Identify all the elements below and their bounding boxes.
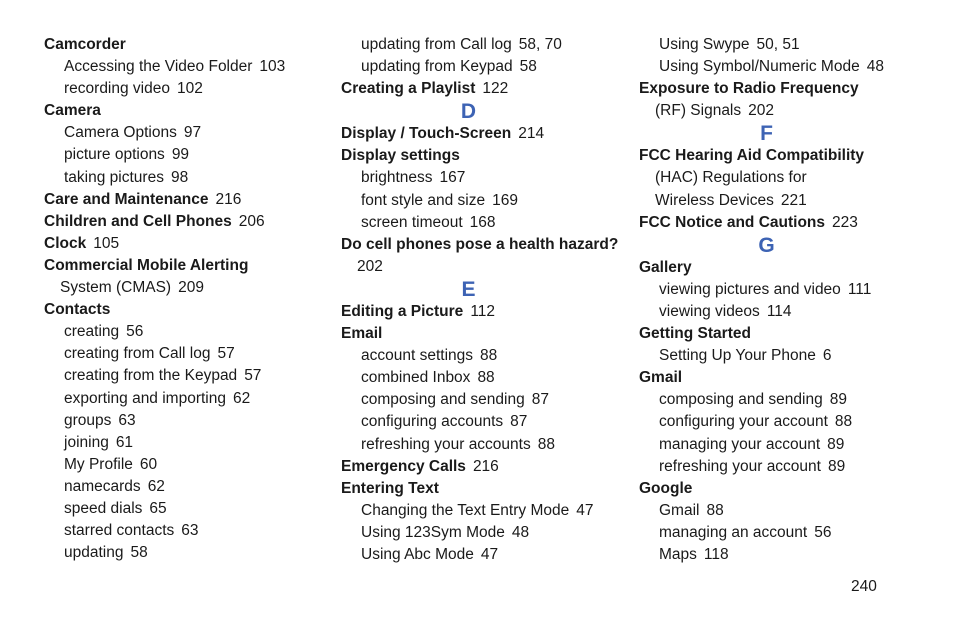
entry-term: Gallery xyxy=(639,258,692,276)
page-reference: 214 xyxy=(518,125,545,143)
index-subentry xyxy=(44,144,334,166)
page-reference: 103 xyxy=(259,58,286,76)
page-reference: 57 xyxy=(217,345,235,363)
page-reference: 167 xyxy=(439,169,466,187)
index-subentry xyxy=(341,434,631,456)
entry-term: Children and Cell Phones xyxy=(44,212,232,230)
entry-term: updating from Call log xyxy=(361,36,512,53)
index-subentry xyxy=(341,500,631,522)
entry-term: creating xyxy=(64,323,120,341)
page-reference: 102 xyxy=(176,80,203,98)
index-subentry xyxy=(341,544,631,566)
page-reference: 58 xyxy=(519,58,537,76)
entry-term: Camcorder xyxy=(44,36,126,53)
entry-term: exporting and importing xyxy=(64,389,226,407)
index-subentry xyxy=(341,522,631,544)
entry-term: managing your account xyxy=(659,435,821,453)
entry-term: Exposure to Radio Frequency xyxy=(639,80,859,98)
entry-term: Editing a Picture xyxy=(341,302,464,320)
entry-term: recording video xyxy=(64,80,170,98)
page-reference: 88 xyxy=(480,347,498,365)
index-subentry xyxy=(44,542,334,564)
entry-term: starred contacts xyxy=(64,522,175,540)
page-reference: 58 xyxy=(130,544,148,562)
index-entry xyxy=(341,234,631,256)
entry-term: updating from Keypad xyxy=(361,58,513,76)
index-entry xyxy=(44,299,334,321)
index-entry xyxy=(639,212,929,234)
page-reference: 50, 51 xyxy=(756,36,800,53)
page-reference: 47 xyxy=(576,501,594,519)
entry-term: System (CMAS) xyxy=(60,279,172,297)
page-reference: 62 xyxy=(147,477,165,495)
entry-term: Display / Touch-Screen xyxy=(341,125,512,143)
page-reference: 89 xyxy=(827,457,846,475)
index-subentry xyxy=(639,56,929,78)
entry-term: account settings xyxy=(361,347,474,365)
entry-term: Do cell phones pose a health hazard? xyxy=(341,235,619,253)
index-subentry xyxy=(44,343,334,365)
entry-term: Camera xyxy=(44,102,101,120)
entry-term: taking pictures xyxy=(64,168,164,186)
index-subentry xyxy=(44,167,334,189)
entry-term: creating from the Keypad xyxy=(64,367,238,385)
entry-term: (RF) Signals xyxy=(655,102,742,120)
page-reference: 216 xyxy=(215,190,242,208)
section-letter: D xyxy=(460,100,477,124)
page-reference: 114 xyxy=(766,302,792,320)
entry-term: Maps xyxy=(659,545,697,563)
page-reference: 105 xyxy=(93,234,120,252)
entry-term: (HAC) Regulations for xyxy=(655,169,807,187)
entry-term: refreshing your accounts xyxy=(361,435,531,453)
index-subentry xyxy=(44,432,334,454)
entry-term: configuring your account xyxy=(659,413,828,431)
index-entry xyxy=(639,78,929,100)
index-entry xyxy=(341,123,631,145)
entry-term: updating xyxy=(64,544,124,562)
index-entry xyxy=(341,78,631,100)
index-subentry xyxy=(341,367,631,389)
index-subentry xyxy=(341,389,631,411)
entry-term: refreshing your account xyxy=(659,457,821,475)
entry-term: Using 123Sym Mode xyxy=(361,523,505,541)
index-subentry xyxy=(44,476,334,498)
index-entry xyxy=(639,367,929,389)
page-reference: 89 xyxy=(827,435,845,453)
page-reference: 169 xyxy=(492,191,518,209)
page-reference: 88 xyxy=(834,413,853,431)
index-subentry xyxy=(341,411,631,433)
page-reference: 209 xyxy=(178,279,204,297)
index-subentry xyxy=(44,78,334,100)
index-subentry xyxy=(639,279,929,301)
index-subentry xyxy=(341,345,631,367)
entry-term: Gmail xyxy=(659,501,700,519)
index-subentry xyxy=(44,520,334,542)
index-subentry xyxy=(639,34,929,56)
index-subentry xyxy=(639,434,929,456)
entry-term: font style and size xyxy=(361,191,486,209)
page-reference: 118 xyxy=(703,545,729,563)
index-entry xyxy=(639,323,929,345)
index-subentry xyxy=(341,212,631,234)
index-entry xyxy=(341,145,631,167)
section-letter: F xyxy=(760,122,773,146)
page-reference: 216 xyxy=(472,457,499,475)
entry-term: viewing pictures and video xyxy=(659,280,841,298)
index-entry xyxy=(44,100,334,122)
entry-term: managing an account xyxy=(659,523,808,541)
entry-term: Gmail xyxy=(639,369,683,387)
index-entry xyxy=(639,257,929,279)
page-reference: 65 xyxy=(149,499,167,517)
index-subentry xyxy=(639,411,929,433)
entry-term: groups xyxy=(64,411,112,429)
index-entry xyxy=(341,456,631,478)
section-letter: G xyxy=(758,233,775,257)
page-reference: 112 xyxy=(470,302,496,320)
page-reference: 89 xyxy=(829,391,847,409)
entry-term: combined Inbox xyxy=(361,369,471,387)
index-subentry xyxy=(639,456,929,478)
entry-term: Email xyxy=(341,325,383,343)
entry-term: creating from Call log xyxy=(64,345,211,363)
entry-term: speed dials xyxy=(64,499,143,517)
page-reference: 88 xyxy=(477,369,495,387)
page-reference: 62 xyxy=(233,389,251,407)
index-entry xyxy=(44,255,334,277)
index-entry-continuation xyxy=(639,190,929,212)
entry-term: Using Swype xyxy=(659,36,750,53)
page-reference: 97 xyxy=(183,124,202,142)
page-reference: 88 xyxy=(537,435,555,453)
page-reference: 6 xyxy=(822,347,832,365)
index-entry-continuation xyxy=(44,277,334,299)
entry-term: Wireless Devices xyxy=(655,191,774,209)
index-entry-continuation xyxy=(639,167,929,189)
entry-term: composing and sending xyxy=(659,391,823,409)
page-reference: 221 xyxy=(780,191,807,209)
entry-term: Getting Started xyxy=(639,325,751,343)
entry-term: Contacts xyxy=(44,301,111,319)
index-subentry xyxy=(639,500,929,522)
entry-term: brightness xyxy=(361,169,433,187)
entry-term: Care and Maintenance xyxy=(44,190,209,208)
entry-term: picture options xyxy=(64,146,165,164)
entry-term: Google xyxy=(639,479,693,497)
index-entry-continuation xyxy=(639,100,929,122)
index-subentry xyxy=(44,388,334,410)
entry-term: FCC Notice and Cautions xyxy=(639,213,826,231)
entry-term: Changing the Text Entry Mode xyxy=(361,501,570,519)
index-subentry xyxy=(639,301,929,323)
entry-term: FCC Hearing Aid Compatibility xyxy=(639,147,865,165)
entry-term: namecards xyxy=(64,477,141,495)
index-subentry xyxy=(639,522,929,544)
entry-term: Accessing the Video Folder xyxy=(64,58,253,76)
index-subentry xyxy=(639,345,929,367)
section-letter: E xyxy=(461,277,476,301)
index-subentry xyxy=(44,454,334,476)
index-entry xyxy=(639,478,929,500)
page-reference: 99 xyxy=(171,146,190,164)
index-entry xyxy=(44,189,334,211)
index-subentry xyxy=(341,34,631,56)
page-reference: 223 xyxy=(832,213,858,231)
index-column-3 xyxy=(639,34,929,566)
index-subentry xyxy=(44,410,334,432)
index-entry xyxy=(44,211,334,233)
page-reference: 57 xyxy=(244,367,262,385)
entry-term: Entering Text xyxy=(341,479,439,497)
page-reference: 61 xyxy=(115,433,134,451)
page-reference: 63 xyxy=(118,411,136,429)
page-reference: 87 xyxy=(531,391,549,409)
index-subentry xyxy=(639,389,929,411)
page-reference: 47 xyxy=(480,545,499,563)
page-reference: 98 xyxy=(170,168,189,186)
index-entry xyxy=(341,323,631,345)
index-subentry xyxy=(44,56,334,78)
page-reference: 111 xyxy=(847,280,872,298)
index-subentry xyxy=(639,544,929,566)
page-reference: 48 xyxy=(866,58,884,76)
entry-term: Display settings xyxy=(341,147,460,165)
index-subentry xyxy=(44,365,334,387)
index-column-2 xyxy=(341,34,631,566)
index-subentry xyxy=(341,167,631,189)
page-reference: 56 xyxy=(814,523,832,541)
entry-term: configuring accounts xyxy=(361,413,504,431)
index-entry xyxy=(639,145,929,167)
entry-term: Clock xyxy=(44,234,87,252)
page-reference: 202 xyxy=(748,102,775,120)
page-number: 240 xyxy=(851,578,877,595)
entry-term: Setting Up Your Phone xyxy=(659,347,816,365)
entry-term: Using Abc Mode xyxy=(361,545,474,563)
index-column-1 xyxy=(44,34,334,564)
page-reference: 168 xyxy=(469,213,496,231)
page-reference: 63 xyxy=(181,522,199,540)
index-subentry xyxy=(44,498,334,520)
entry-term: viewing videos xyxy=(659,302,760,320)
page-reference: 56 xyxy=(126,323,144,341)
page-reference: 88 xyxy=(706,501,724,519)
entry-term: joining xyxy=(64,433,109,451)
entry-term: Commercial Mobile Alerting xyxy=(44,256,249,274)
index-entry xyxy=(44,34,334,56)
page-reference: 60 xyxy=(139,455,158,473)
index-entry-continuation xyxy=(341,256,631,278)
entry-term: screen timeout xyxy=(361,213,463,231)
index-subentry xyxy=(341,190,631,212)
index-subentry xyxy=(44,122,334,144)
index-entry xyxy=(44,233,334,255)
page-reference: 206 xyxy=(238,212,265,230)
page-reference: 202 xyxy=(357,257,383,275)
index-entry xyxy=(341,478,631,500)
page-reference: 58, 70 xyxy=(518,36,562,53)
index-subentry xyxy=(44,321,334,343)
page-reference: 87 xyxy=(510,413,528,431)
entry-term: Using Symbol/Numeric Mode xyxy=(659,58,860,76)
page-reference: 122 xyxy=(482,80,509,98)
index-entry xyxy=(341,301,631,323)
entry-term: Camera Options xyxy=(64,124,177,142)
entry-term: Creating a Playlist xyxy=(341,80,476,98)
entry-term: composing and sending xyxy=(361,391,525,409)
entry-term: Emergency Calls xyxy=(341,457,466,475)
entry-term: My Profile xyxy=(64,455,133,473)
index-subentry xyxy=(341,56,631,78)
page-reference: 48 xyxy=(511,523,530,541)
